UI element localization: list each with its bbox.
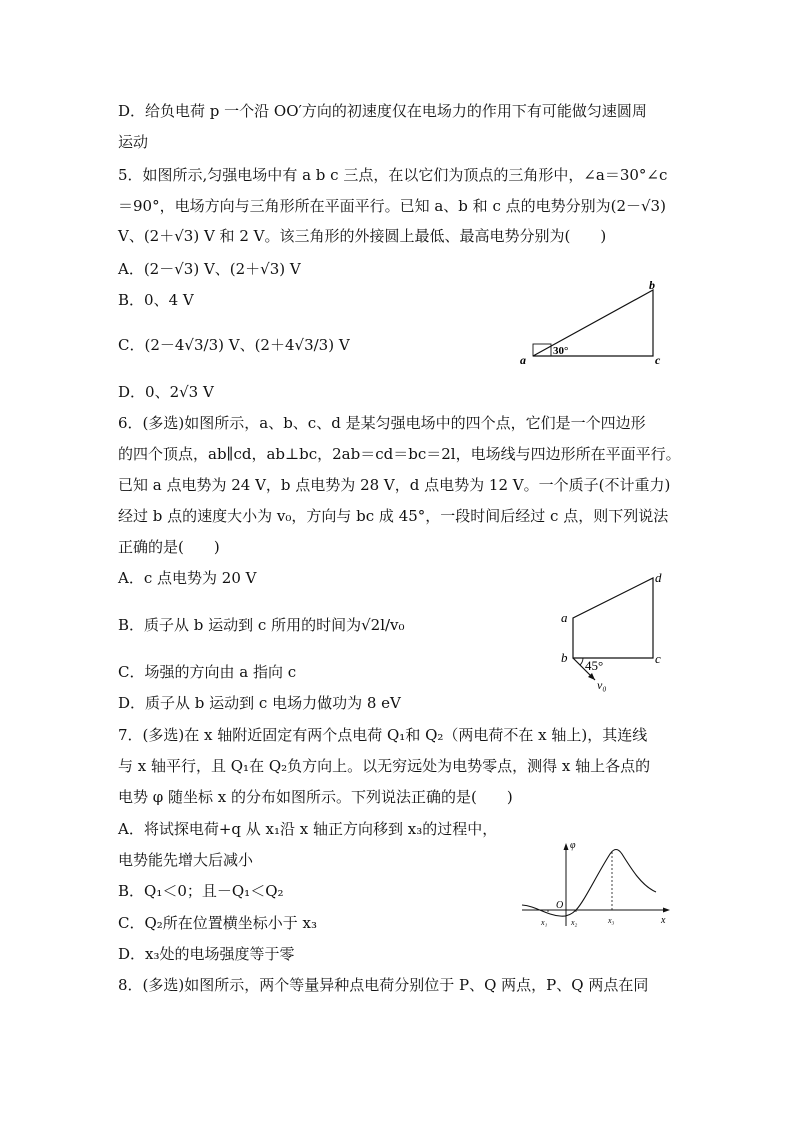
text-line: 与 x 轴平行，且 Q₁在 Q₂负方向上。以无穷远处为电势零点，测得 x 轴上各点的: [118, 757, 651, 775]
angle-label: 30°: [553, 345, 569, 357]
option-c: C．Q₂所在位置横坐标小于 x₃: [118, 914, 318, 932]
vertex-d-label: d: [655, 570, 662, 585]
option-a: A．(2－√3) V、(2＋√3) V: [118, 260, 301, 278]
option-a: A．c 点电势为 20 V: [118, 569, 257, 587]
vertex-b-label: b: [561, 650, 568, 665]
text-line: D．给负电荷 p 一个沿 OO′方向的初速度仅在电场力的作用下有可能做匀速圆周: [118, 102, 647, 120]
angle-arc: [580, 658, 583, 665]
potential-graph: [520, 838, 680, 930]
text-line: 正确的是( ): [118, 538, 220, 556]
text-line: 电势能先增大后减小: [118, 851, 254, 869]
phi-axis-arrow: [564, 843, 569, 850]
potential-curve: [522, 850, 656, 917]
angle-label: 45°: [585, 658, 604, 673]
option-d: D．0、2√3 V: [118, 383, 214, 401]
phi-label: φ: [570, 840, 576, 851]
question-7-line: 7．(多选)在 x 轴附近固定有两个点电荷 Q₁和 Q₂（两电荷不在 x 轴上)，其连线: [118, 726, 648, 744]
option-b: B．Q₁＜0；且－Q₁＜Q₂: [118, 882, 284, 900]
x3-label: x₃: [608, 916, 615, 925]
x-label: x: [661, 915, 666, 926]
question-8-line: 8．(多选)如图所示，两个等量异种点电荷分别位于 P、Q 两点，P、Q 两点在同: [118, 976, 649, 994]
x-axis-arrow: [663, 908, 670, 913]
vertex-c-label: c: [655, 651, 661, 666]
text-line: 已知 a 点电势为 24 V，b 点电势为 28 V，d 点电势为 12 V。一个质子(不计重力): [118, 476, 671, 494]
option-d: D．x₃处的电场强度等于零: [118, 945, 295, 963]
vertex-c-label: c: [655, 353, 661, 367]
quadrilateral-figure: [555, 570, 680, 695]
option-c: C．场强的方向由 a 指向 c: [118, 663, 297, 681]
origin-label: O: [556, 900, 564, 911]
option-a: A．将试探电荷+q 从 x₁沿 x 轴正方向移到 x₃的过程中，: [118, 820, 498, 838]
x1-label: x₁: [541, 918, 548, 927]
vertex-a-label: a: [561, 610, 568, 625]
option-c: C．(2－4√3/3) V、(2＋4√3/3) V: [118, 336, 350, 354]
x2-label: x₂: [571, 918, 578, 927]
question-6-line: 6．(多选)如图所示，a、b、c、d 是某匀强电场中的四个点，它们是一个四边形: [118, 414, 646, 432]
text-line: 的四个顶点，ab∥cd，ab⊥bc，2ab＝cd＝bc＝2l，电场线与四边形所在平面平行。: [118, 445, 681, 463]
option-b: B．0、4 V: [118, 291, 194, 309]
text-line: 运动: [118, 133, 149, 151]
option-b: B．质子从 b 运动到 c 所用的时间为√2l/v₀: [118, 616, 405, 634]
question-5-line: 5．如图所示,匀强电场中有 a b c 三点，在以它们为顶点的三角形中，∠a＝30°∠c: [118, 166, 668, 184]
text-line: V、(2＋√3) V 和 2 V。该三角形的外接圆上最低、最高电势分别为( ): [118, 227, 607, 245]
text-line: 经过 b 点的速度大小为 v₀，方向与 bc 成 45°，一段时间后经过 c 点，则下列说法: [118, 507, 669, 525]
quadrilateral-shape: [573, 578, 653, 658]
text-line: 电势 φ 随坐标 x 的分布如图所示。下列说法正确的是( ): [118, 788, 513, 806]
triangle-figure: [515, 278, 675, 370]
vertex-a-label: a: [520, 353, 526, 367]
option-d: D．质子从 b 运动到 c 电场力做功为 8 eV: [118, 694, 401, 712]
velocity-label: v₀: [597, 678, 607, 692]
text-line: ＝90°，电场方向与三角形所在平面平行。已知 a、b 和 c 点的电势分别为(2－√3): [118, 197, 666, 215]
vertex-b-label: b: [649, 278, 655, 292]
